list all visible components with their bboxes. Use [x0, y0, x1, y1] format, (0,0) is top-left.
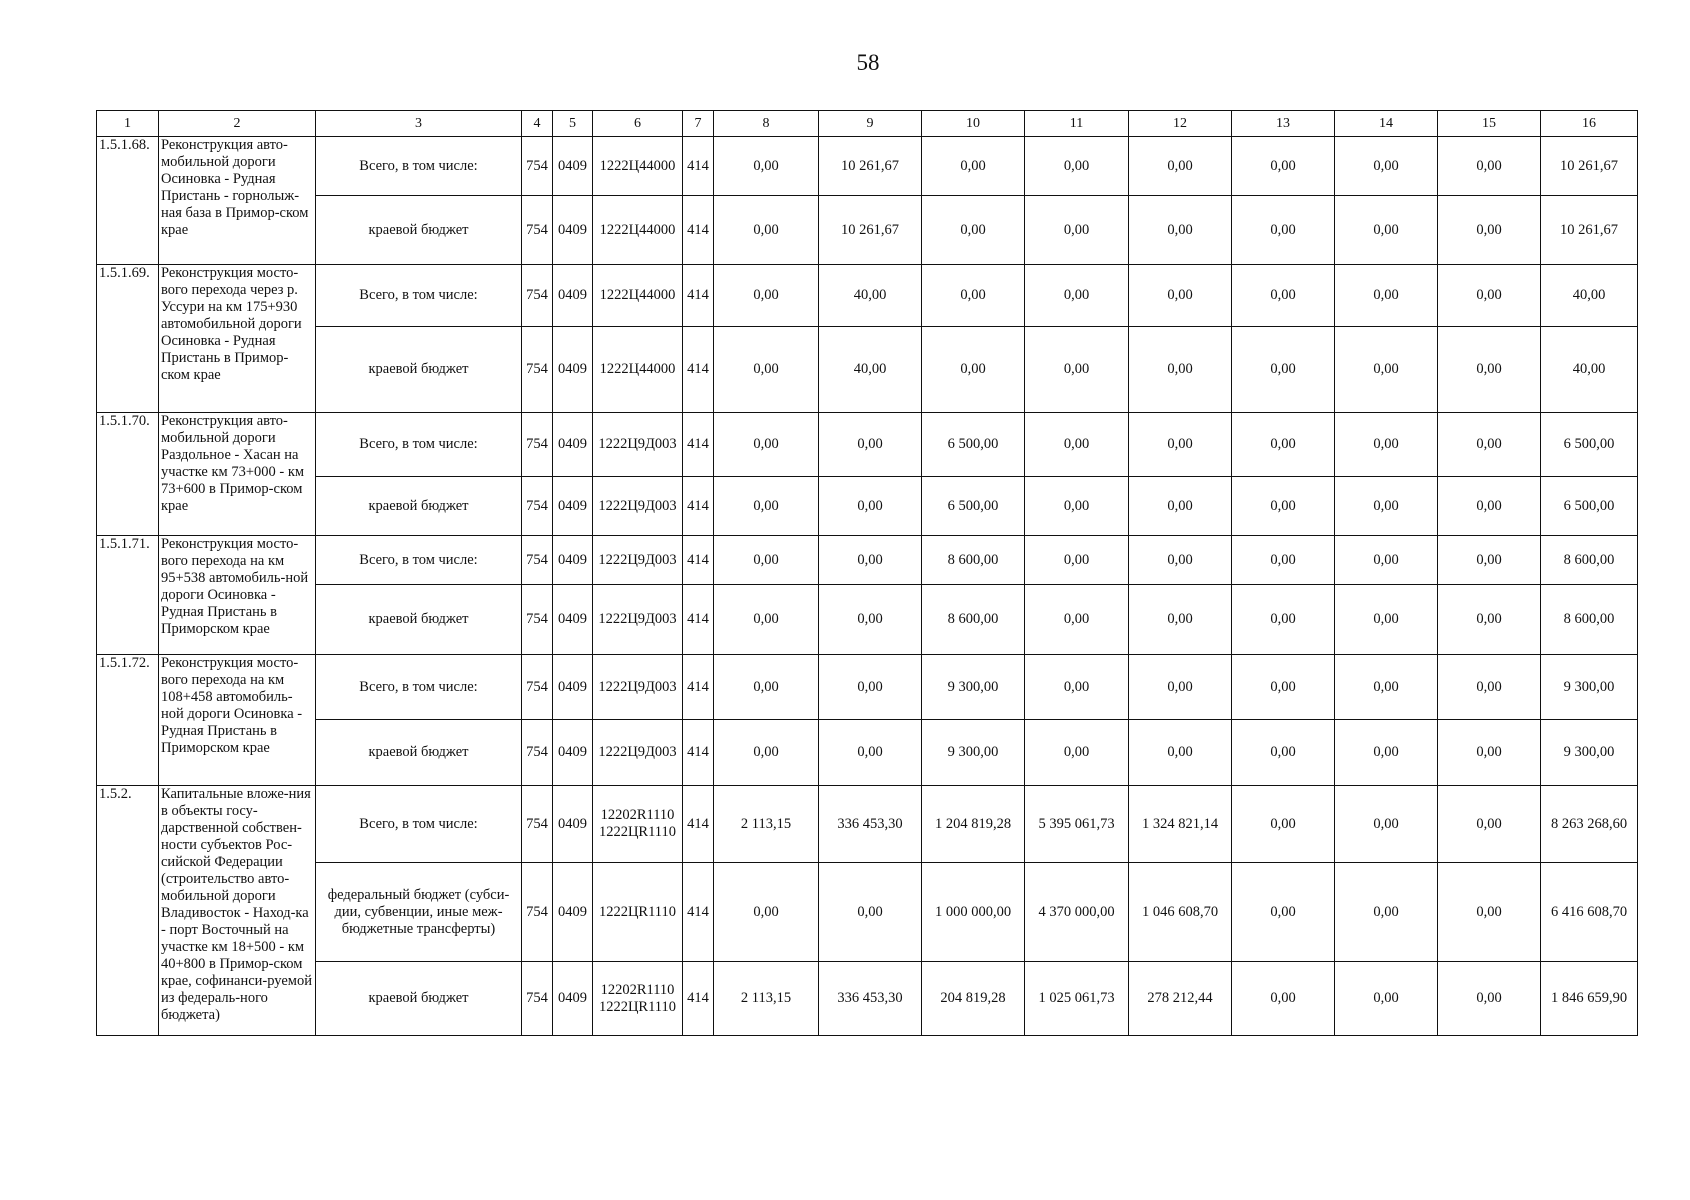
- amount-col-12: 0,00: [1129, 265, 1232, 327]
- column-header-2: 2: [159, 111, 316, 137]
- code-col-5: 0409: [553, 413, 593, 477]
- amount-col-9: 0,00: [819, 720, 922, 786]
- amount-col-10: 1 000 000,00: [922, 863, 1025, 962]
- amount-col-15: 0,00: [1438, 327, 1541, 413]
- code-col-4: 754: [522, 536, 553, 585]
- amount-col-11: 0,00: [1025, 585, 1129, 655]
- column-header-12: 12: [1129, 111, 1232, 137]
- code-col-6: 1222Ц44000: [593, 196, 683, 265]
- code-col-5: 0409: [553, 137, 593, 196]
- amount-col-12: 1 324 821,14: [1129, 786, 1232, 863]
- table-row: [97, 786, 1638, 863]
- code-col-7: 414: [683, 137, 714, 196]
- column-header-14: 14: [1335, 111, 1438, 137]
- amount-col-11: 0,00: [1025, 265, 1129, 327]
- funding-source: Всего, в том числе:: [316, 413, 522, 477]
- amount-col-12: 0,00: [1129, 137, 1232, 196]
- amount-col-16: 9 300,00: [1541, 655, 1638, 720]
- amount-col-10: 0,00: [922, 196, 1025, 265]
- code-col-4: 754: [522, 265, 553, 327]
- amount-col-16: 6 416 608,70: [1541, 863, 1638, 962]
- amount-col-12: 0,00: [1129, 655, 1232, 720]
- amount-col-16: 6 500,00: [1541, 413, 1638, 477]
- amount-col-10: 8 600,00: [922, 585, 1025, 655]
- table-row: [97, 655, 1638, 720]
- amount-col-11: 5 395 061,73: [1025, 786, 1129, 863]
- code-col-6: 1222Ц9Д003: [593, 655, 683, 720]
- column-header-1: 1: [97, 111, 159, 137]
- code-col-5: 0409: [553, 962, 593, 1036]
- funding-source: Всего, в том числе:: [316, 265, 522, 327]
- amount-col-15: 0,00: [1438, 137, 1541, 196]
- column-header-8: 8: [714, 111, 819, 137]
- code-col-4: 754: [522, 196, 553, 265]
- amount-col-11: 0,00: [1025, 196, 1129, 265]
- code-col-7: 414: [683, 720, 714, 786]
- column-header-15: 15: [1438, 111, 1541, 137]
- code-col-7: 414: [683, 477, 714, 536]
- column-header-9: 9: [819, 111, 922, 137]
- amount-col-15: 0,00: [1438, 962, 1541, 1036]
- amount-col-8: 0,00: [714, 863, 819, 962]
- amount-col-10: 8 600,00: [922, 536, 1025, 585]
- funding-source: Всего, в том числе:: [316, 536, 522, 585]
- item-name: Реконструкция мосто-вого перехода на км 95+538 автомобиль-ной дороги Осиновка - Рудная Пристань в Приморском крае: [159, 536, 316, 655]
- amount-col-14: 0,00: [1335, 536, 1438, 585]
- amount-col-16: 10 261,67: [1541, 137, 1638, 196]
- amount-col-15: 0,00: [1438, 413, 1541, 477]
- code-col-4: 754: [522, 720, 553, 786]
- amount-col-9: 10 261,67: [819, 137, 922, 196]
- amount-col-12: 0,00: [1129, 413, 1232, 477]
- amount-col-12: 0,00: [1129, 196, 1232, 265]
- amount-col-11: 0,00: [1025, 327, 1129, 413]
- amount-col-8: 0,00: [714, 265, 819, 327]
- code-col-5: 0409: [553, 327, 593, 413]
- amount-col-9: 40,00: [819, 265, 922, 327]
- code-col-4: 754: [522, 863, 553, 962]
- table-body: [97, 137, 1638, 1036]
- amount-col-11: 0,00: [1025, 536, 1129, 585]
- amount-col-10: 9 300,00: [922, 655, 1025, 720]
- amount-col-10: 1 204 819,28: [922, 786, 1025, 863]
- code-col-5: 0409: [553, 196, 593, 265]
- amount-col-12: 0,00: [1129, 477, 1232, 536]
- table-row: [97, 265, 1638, 327]
- funding-source: краевой бюджет: [316, 196, 522, 265]
- amount-col-8: 2 113,15: [714, 962, 819, 1036]
- amount-col-10: 6 500,00: [922, 477, 1025, 536]
- code-col-4: 754: [522, 655, 553, 720]
- amount-col-16: 8 600,00: [1541, 536, 1638, 585]
- code-col-4: 754: [522, 786, 553, 863]
- amount-col-10: 0,00: [922, 137, 1025, 196]
- amount-col-9: 0,00: [819, 477, 922, 536]
- table-row: [97, 327, 1638, 413]
- funding-source: Всего, в том числе:: [316, 655, 522, 720]
- funding-source: Всего, в том числе:: [316, 786, 522, 863]
- code-col-6: 12202R1110 1222ЦR1110: [593, 786, 683, 863]
- item-name: Реконструкция мосто-вого перехода через р. Уссури на км 175+930 автомобильной дороги Осиновка - Рудная Пристань в Примор-ском крае: [159, 265, 316, 413]
- amount-col-8: 0,00: [714, 585, 819, 655]
- amount-col-8: 0,00: [714, 196, 819, 265]
- amount-col-16: 10 261,67: [1541, 196, 1638, 265]
- amount-col-9: 10 261,67: [819, 196, 922, 265]
- code-col-7: 414: [683, 265, 714, 327]
- code-col-4: 754: [522, 413, 553, 477]
- code-col-4: 754: [522, 585, 553, 655]
- amount-col-9: 40,00: [819, 327, 922, 413]
- amount-col-12: 0,00: [1129, 720, 1232, 786]
- code-col-6: 1222Ц9Д003: [593, 720, 683, 786]
- funding-source: краевой бюджет: [316, 477, 522, 536]
- code-col-6: 1222ЦR1110: [593, 863, 683, 962]
- amount-col-15: 0,00: [1438, 477, 1541, 536]
- item-number: 1.5.1.71.: [97, 536, 159, 655]
- amount-col-13: 0,00: [1232, 137, 1335, 196]
- code-col-7: 414: [683, 863, 714, 962]
- amount-col-11: 0,00: [1025, 137, 1129, 196]
- amount-col-12: 0,00: [1129, 536, 1232, 585]
- table-header: [97, 111, 1638, 137]
- amount-col-8: 0,00: [714, 720, 819, 786]
- amount-col-16: 40,00: [1541, 327, 1638, 413]
- item-number: 1.5.1.68.: [97, 137, 159, 265]
- table-row: [97, 720, 1638, 786]
- amount-col-11: 0,00: [1025, 720, 1129, 786]
- code-col-7: 414: [683, 786, 714, 863]
- table-row: [97, 863, 1638, 962]
- item-number: 1.5.1.72.: [97, 655, 159, 786]
- table-row: [97, 962, 1638, 1036]
- code-col-4: 754: [522, 137, 553, 196]
- amount-col-13: 0,00: [1232, 720, 1335, 786]
- code-col-7: 414: [683, 655, 714, 720]
- item-number: 1.5.1.69.: [97, 265, 159, 413]
- code-col-7: 414: [683, 536, 714, 585]
- item-number: 1.5.1.70.: [97, 413, 159, 536]
- amount-col-14: 0,00: [1335, 655, 1438, 720]
- amount-col-9: 0,00: [819, 655, 922, 720]
- amount-col-16: 8 263 268,60: [1541, 786, 1638, 863]
- amount-col-14: 0,00: [1335, 327, 1438, 413]
- budget-table: [96, 110, 1638, 1036]
- code-col-6: 1222Ц44000: [593, 327, 683, 413]
- amount-col-13: 0,00: [1232, 413, 1335, 477]
- amount-col-12: 278 212,44: [1129, 962, 1232, 1036]
- amount-col-14: 0,00: [1335, 863, 1438, 962]
- amount-col-13: 0,00: [1232, 863, 1335, 962]
- funding-source: краевой бюджет: [316, 962, 522, 1036]
- amount-col-16: 40,00: [1541, 265, 1638, 327]
- table-row: [97, 536, 1638, 585]
- code-col-4: 754: [522, 327, 553, 413]
- code-col-6: 1222Ц9Д003: [593, 585, 683, 655]
- code-col-4: 754: [522, 962, 553, 1036]
- code-col-7: 414: [683, 962, 714, 1036]
- amount-col-14: 0,00: [1335, 137, 1438, 196]
- amount-col-9: 336 453,30: [819, 962, 922, 1036]
- amount-col-13: 0,00: [1232, 585, 1335, 655]
- item-name: Реконструкция авто-мобильной дороги Раздольное - Хасан на участке км 73+000 - км 73+600 в Примор-ском крае: [159, 413, 316, 536]
- amount-col-16: 9 300,00: [1541, 720, 1638, 786]
- amount-col-13: 0,00: [1232, 327, 1335, 413]
- item-number: 1.5.2.: [97, 786, 159, 1036]
- amount-col-13: 0,00: [1232, 786, 1335, 863]
- amount-col-9: 0,00: [819, 863, 922, 962]
- amount-col-11: 0,00: [1025, 477, 1129, 536]
- amount-col-14: 0,00: [1335, 720, 1438, 786]
- amount-col-15: 0,00: [1438, 585, 1541, 655]
- amount-col-16: 8 600,00: [1541, 585, 1638, 655]
- amount-col-11: 4 370 000,00: [1025, 863, 1129, 962]
- amount-col-9: 0,00: [819, 413, 922, 477]
- item-name: Реконструкция авто-мобильной дороги Осиновка - Рудная Пристань - горнолыж-ная база в Примор-ском крае: [159, 137, 316, 265]
- amount-col-14: 0,00: [1335, 962, 1438, 1036]
- amount-col-12: 1 046 608,70: [1129, 863, 1232, 962]
- column-header-6: 6: [593, 111, 683, 137]
- code-col-7: 414: [683, 196, 714, 265]
- amount-col-13: 0,00: [1232, 536, 1335, 585]
- column-header-5: 5: [553, 111, 593, 137]
- amount-col-13: 0,00: [1232, 265, 1335, 327]
- amount-col-16: 1 846 659,90: [1541, 962, 1638, 1036]
- amount-col-8: 0,00: [714, 137, 819, 196]
- amount-col-14: 0,00: [1335, 786, 1438, 863]
- amount-col-15: 0,00: [1438, 720, 1541, 786]
- code-col-7: 414: [683, 413, 714, 477]
- amount-col-15: 0,00: [1438, 196, 1541, 265]
- amount-col-10: 6 500,00: [922, 413, 1025, 477]
- code-col-6: 1222Ц9Д003: [593, 413, 683, 477]
- amount-col-9: 0,00: [819, 536, 922, 585]
- table-row: [97, 585, 1638, 655]
- amount-col-8: 0,00: [714, 477, 819, 536]
- amount-col-16: 6 500,00: [1541, 477, 1638, 536]
- amount-col-13: 0,00: [1232, 477, 1335, 536]
- amount-col-12: 0,00: [1129, 585, 1232, 655]
- page-number: 58: [856, 50, 880, 75]
- column-header-13: 13: [1232, 111, 1335, 137]
- funding-source: федеральный бюджет (субси-дии, субвенции, иные меж-бюджетные трансферты): [316, 863, 522, 962]
- amount-col-15: 0,00: [1438, 265, 1541, 327]
- amount-col-11: 0,00: [1025, 655, 1129, 720]
- code-col-6: 1222Ц9Д003: [593, 477, 683, 536]
- column-header-10: 10: [922, 111, 1025, 137]
- amount-col-15: 0,00: [1438, 786, 1541, 863]
- code-col-5: 0409: [553, 585, 593, 655]
- table-row: [97, 413, 1638, 477]
- funding-source: краевой бюджет: [316, 327, 522, 413]
- amount-col-8: 0,00: [714, 655, 819, 720]
- item-name: Капитальные вложе-ния в объекты госу-дарственной собствен-ности субъектов Рос-сийской Федерации (строительство авто-мобильной дороги Владивосток - Наход-ка - порт Восточный на участке км 18+500 - км 40+800 в Примор-ском крае, софинанси-руемой из федераль-ного бюджета): [159, 786, 316, 1036]
- table-row: [97, 137, 1638, 196]
- table-row: [97, 477, 1638, 536]
- column-header-11: 11: [1025, 111, 1129, 137]
- amount-col-13: 0,00: [1232, 962, 1335, 1036]
- amount-col-13: 0,00: [1232, 655, 1335, 720]
- amount-col-10: 0,00: [922, 265, 1025, 327]
- amount-col-8: 0,00: [714, 327, 819, 413]
- amount-col-9: 336 453,30: [819, 786, 922, 863]
- amount-col-10: 9 300,00: [922, 720, 1025, 786]
- amount-col-14: 0,00: [1335, 585, 1438, 655]
- amount-col-14: 0,00: [1335, 265, 1438, 327]
- code-col-5: 0409: [553, 786, 593, 863]
- amount-col-9: 0,00: [819, 585, 922, 655]
- amount-col-15: 0,00: [1438, 863, 1541, 962]
- amount-col-15: 0,00: [1438, 655, 1541, 720]
- funding-source: Всего, в том числе:: [316, 137, 522, 196]
- amount-col-8: 0,00: [714, 413, 819, 477]
- amount-col-8: 2 113,15: [714, 786, 819, 863]
- amount-col-11: 0,00: [1025, 413, 1129, 477]
- code-col-6: 12202R1110 1222ЦR1110: [593, 962, 683, 1036]
- code-col-5: 0409: [553, 863, 593, 962]
- code-col-6: 1222Ц9Д003: [593, 536, 683, 585]
- column-header-16: 16: [1541, 111, 1638, 137]
- amount-col-14: 0,00: [1335, 477, 1438, 536]
- amount-col-10: 0,00: [922, 327, 1025, 413]
- code-col-4: 754: [522, 477, 553, 536]
- amount-col-11: 1 025 061,73: [1025, 962, 1129, 1036]
- table-row: [97, 196, 1638, 265]
- amount-col-8: 0,00: [714, 536, 819, 585]
- amount-col-15: 0,00: [1438, 536, 1541, 585]
- code-col-6: 1222Ц44000: [593, 265, 683, 327]
- code-col-6: 1222Ц44000: [593, 137, 683, 196]
- code-col-5: 0409: [553, 265, 593, 327]
- item-name: Реконструкция мосто-вого перехода на км 108+458 автомобиль-ной дороги Осиновка - Рудная Пристань в Приморском крае: [159, 655, 316, 786]
- code-col-5: 0409: [553, 720, 593, 786]
- header-row: [97, 111, 1638, 137]
- funding-source: краевой бюджет: [316, 585, 522, 655]
- code-col-7: 414: [683, 327, 714, 413]
- amount-col-10: 204 819,28: [922, 962, 1025, 1036]
- funding-source: краевой бюджет: [316, 720, 522, 786]
- column-header-4: 4: [522, 111, 553, 137]
- amount-col-14: 0,00: [1335, 413, 1438, 477]
- amount-col-13: 0,00: [1232, 196, 1335, 265]
- amount-col-12: 0,00: [1129, 327, 1232, 413]
- code-col-5: 0409: [553, 477, 593, 536]
- code-col-5: 0409: [553, 536, 593, 585]
- code-col-7: 414: [683, 585, 714, 655]
- code-col-5: 0409: [553, 655, 593, 720]
- amount-col-14: 0,00: [1335, 196, 1438, 265]
- column-header-3: 3: [316, 111, 522, 137]
- column-header-7: 7: [683, 111, 714, 137]
